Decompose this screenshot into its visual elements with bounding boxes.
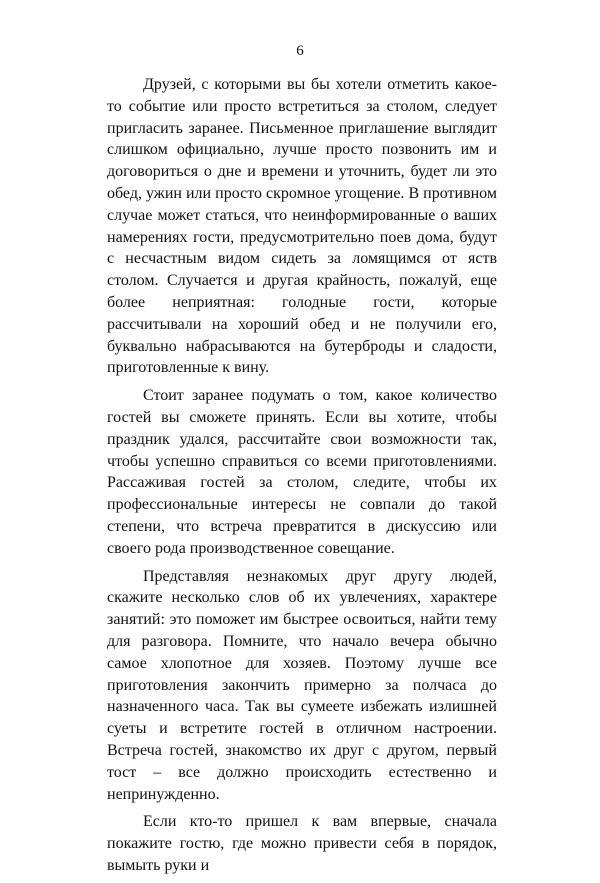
paragraph-guest-count: Стоит заранее подумать о том, какое количество гостей вы сможете принять. Если вы хотите, чтобы праздник удался, рассчитайте свои возможности так, чтобы успешно справиться со всеми приготовлениями. Рассаживая гостей за столом, следите, чтобы их профессиональные интересы не совпали до такой степени, что встреча превратится в дискуссию или своего рода производственное совещание.	[107, 387, 497, 557]
page-number: 6	[296, 43, 304, 59]
text-body	[107, 74, 497, 883]
paragraph-invitation: Друзей, с которыми вы бы хотели отметить какое-то событие или просто встретиться за столом, следует пригласить заранее. Письменное приглашение выглядит слишком официально, лучше просто позвонить им и договориться о дне и времени и уточнить, будет ли это обед, ужин или просто скромное угощение. В противном случае может статься, что неинформированные о ваших намерениях гости, предусмотрительно поев дома, будут с несчастным видом сидеть за ломящимся от яств столом. Случается и другая крайность, пожалуй, еще более неприятная: голодные гости, которые рассчитывали на хороший обед и не получили его, буквально набрасываются на бутерброды и сладости, приготовленные к вину.	[107, 76, 497, 377]
paragraph-first-visit: Если кто-то пришел к вам впервые, сначала покажите гостю, где можно привести себя в порядок, вымыть руки и	[107, 813, 497, 874]
paragraph-introductions: Представляя незнакомых друг другу людей, скажите несколько слов об их увлечениях, характере занятий: это поможет им быстрее освоиться, найти тему для разговора. Помните, что начало вечера обычно самое хлопотное для хозяев. Поэтому лучше все приготовления закончить примерно за полчаса до назначенного часа. Так вы сумеете избежать излишней суеты и встретите гостей в отличном настроении. Встреча гостей, знакомство их друг с другом, первый тост – все должно происходить естественно и непринужденно.	[107, 567, 497, 803]
